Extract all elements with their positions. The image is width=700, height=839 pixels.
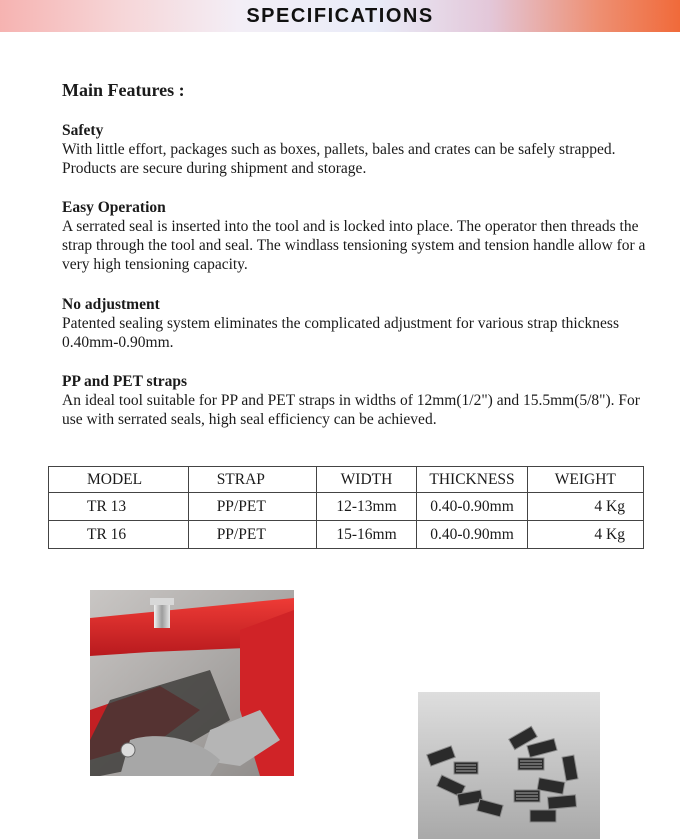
cell-width: 12-13mm — [316, 493, 417, 521]
strapping-tool-photo — [90, 590, 294, 776]
feature-text: An ideal tool suitable for PP and PET straps in widths of 12mm(1/2") and 15.5mm(5/8"). For use with serrated seals, high seal efficiency can be achieved. — [62, 392, 640, 428]
cell-weight: 4 Kg — [527, 521, 643, 549]
cell-width: 15-16mm — [316, 521, 417, 549]
feature-title: Easy Operation — [62, 199, 166, 216]
feature-pp-pet-straps — [62, 372, 652, 429]
specs-table — [48, 466, 644, 549]
column-header-model: MODEL — [49, 467, 189, 493]
feature-text: A serrated seal is inserted into the tool and is locked into place. The operator then threads the strap through the tool and seal. The windlass tensioning system and tension handle allow for a very high tensioning capacity. — [62, 218, 646, 273]
header-banner — [0, 0, 680, 32]
cell-thickness: 0.40-0.90mm — [417, 521, 527, 549]
column-header-thickness: THICKNESS — [417, 467, 527, 493]
feature-title: No adjustment — [62, 296, 160, 313]
cell-model: TR 13 — [49, 493, 189, 521]
table-row — [49, 493, 644, 521]
table-header-row — [49, 467, 644, 493]
serrated-seals-photo — [418, 692, 600, 839]
feature-safety — [62, 121, 652, 178]
feature-easy-operation — [62, 198, 652, 274]
main-features-heading: Main Features : — [62, 80, 185, 100]
feature-no-adjustment — [62, 295, 652, 352]
cell-model: TR 16 — [49, 521, 189, 549]
column-header-weight: WEIGHT — [527, 467, 643, 493]
column-header-strap: STRAP — [188, 467, 316, 493]
cell-strap: PP/PET — [188, 493, 316, 521]
table-row — [49, 521, 644, 549]
cell-thickness: 0.40-0.90mm — [417, 493, 527, 521]
feature-title: PP and PET straps — [62, 373, 188, 390]
cell-strap: PP/PET — [188, 521, 316, 549]
column-header-width: WIDTH — [316, 467, 417, 493]
cell-weight: 4 Kg — [527, 493, 643, 521]
feature-text: Patented sealing system eliminates the complicated adjustment for various strap thickness 0.40mm-0.90mm. — [62, 315, 620, 351]
feature-title: Safety — [62, 122, 104, 139]
feature-text: With little effort, packages such as boxes, pallets, bales and crates can be safely strapped. Products are secure during shipment and storage. — [62, 141, 616, 177]
page-title: SPECIFICATIONS — [246, 5, 434, 27]
